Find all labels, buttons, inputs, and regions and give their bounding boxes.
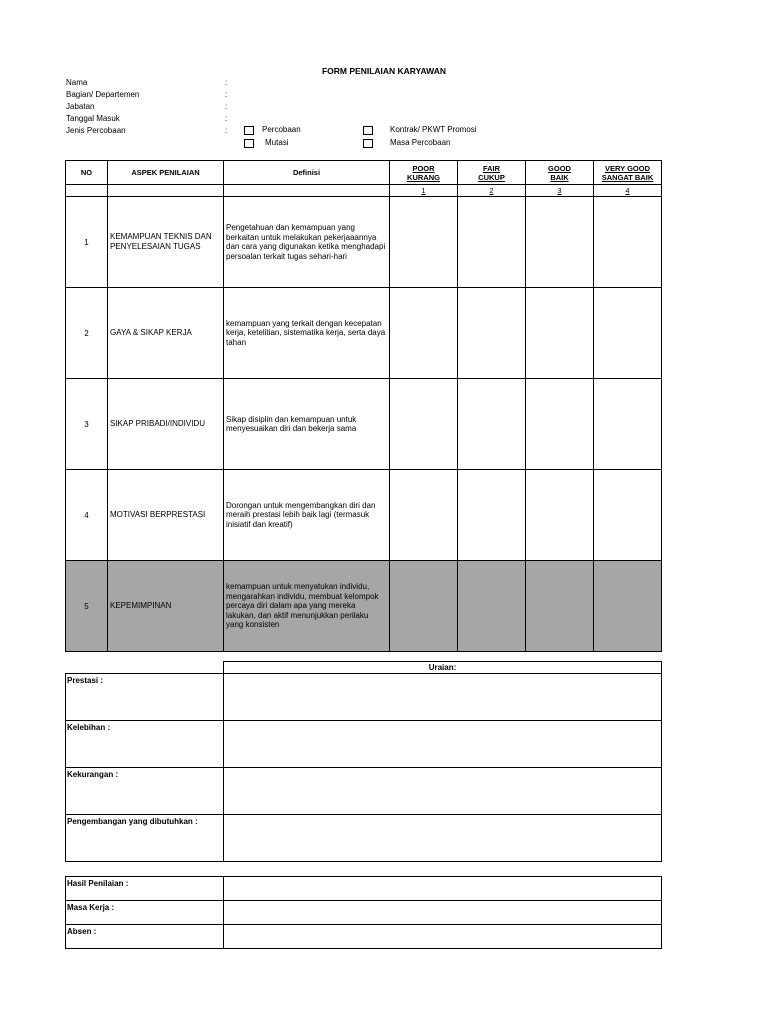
uraian-row bbox=[66, 768, 662, 815]
checkbox-label-mutasi: Mutasi bbox=[265, 138, 289, 147]
score-cell-3[interactable] bbox=[526, 379, 594, 470]
row-definisi: Dorongan untuk mengembangkan diri dan meraih prestasi lebih baik lagi (termasuk inisiatif dan kreatif) bbox=[224, 470, 390, 561]
scale-2 bbox=[458, 185, 526, 197]
table-row bbox=[66, 288, 662, 379]
score-cell-2[interactable] bbox=[458, 470, 526, 561]
uraian-row bbox=[66, 815, 662, 862]
uraian-row bbox=[66, 721, 662, 768]
header-no: NO bbox=[66, 161, 108, 185]
field-colon: : bbox=[225, 114, 228, 123]
header-fair-id: CUKUP bbox=[478, 172, 505, 182]
header-poor-en: POOR bbox=[412, 163, 435, 173]
score-cell-3[interactable] bbox=[526, 561, 594, 652]
field-label-bagian: Bagian/ Departemen bbox=[66, 90, 140, 99]
uraian-label-kelebihan: Kelebihan : bbox=[66, 721, 224, 768]
uraian-header: Uraian: bbox=[224, 662, 662, 674]
info-field-labels bbox=[66, 77, 139, 137]
uraian-header-row bbox=[66, 662, 662, 674]
row-definisi: kemampuan yang terkait dengan kecepatan kerja, ketelitian, sistematika kerja, serta daya tahan bbox=[224, 288, 390, 379]
header-definisi: Definisi bbox=[224, 161, 390, 185]
field-label-jabatan: Jabatan bbox=[66, 102, 95, 111]
field-colon: : bbox=[225, 78, 228, 87]
score-cell-2[interactable] bbox=[458, 379, 526, 470]
uraian-input-prestasi[interactable] bbox=[224, 674, 662, 721]
score-cell-3[interactable] bbox=[526, 288, 594, 379]
score-cell-4[interactable] bbox=[594, 379, 662, 470]
scale-value: 1 bbox=[421, 186, 426, 195]
uraian-label-kekurangan: Kekurangan : bbox=[66, 768, 224, 815]
field-label-tanggal-masuk: Tanggal Masuk bbox=[66, 114, 120, 123]
checkbox-label-percobaan: Percobaan bbox=[262, 125, 301, 134]
hasil-input-absen[interactable] bbox=[224, 925, 662, 949]
table-row bbox=[66, 561, 662, 652]
row-number: 4 bbox=[66, 470, 108, 561]
hasil-label-absen: Absen : bbox=[66, 925, 224, 949]
hasil-row bbox=[66, 901, 662, 925]
hasil-input-masa-kerja[interactable] bbox=[224, 901, 662, 925]
score-cell-4[interactable] bbox=[594, 561, 662, 652]
row-definisi: Sikap disiplin dan kemampuan untuk menyesuaikan diri dan bekerja sama bbox=[224, 379, 390, 470]
uraian-input-kelebihan[interactable] bbox=[224, 721, 662, 768]
score-cell-1[interactable] bbox=[390, 561, 458, 652]
field-label-nama: Nama bbox=[66, 78, 88, 87]
hasil-row bbox=[66, 925, 662, 949]
row-number: 3 bbox=[66, 379, 108, 470]
scale-1 bbox=[390, 185, 458, 197]
uraian-header-blank bbox=[66, 662, 224, 674]
assessment-table bbox=[65, 160, 662, 652]
header-very-good-id: SANGAT BAIK bbox=[601, 172, 654, 182]
table-header-row bbox=[66, 161, 662, 185]
field-colon: : bbox=[225, 126, 228, 135]
header-good bbox=[526, 161, 594, 185]
row-aspek: SIKAP PRIBADI/INDIVIDU bbox=[108, 379, 224, 470]
checkbox-label-masa-percobaan: Masa Percobaan bbox=[390, 138, 451, 147]
header-good-en: GOOD bbox=[548, 163, 571, 173]
checkbox-mutasi[interactable] bbox=[244, 139, 254, 148]
scale-3 bbox=[526, 185, 594, 197]
row-aspek: MOTIVASI BERPRESTASI bbox=[108, 470, 224, 561]
score-cell-1[interactable] bbox=[390, 470, 458, 561]
uraian-row bbox=[66, 674, 662, 721]
info-field-colons bbox=[225, 77, 227, 137]
uraian-label-pengembangan: Pengembangan yang dibutuhkan : bbox=[66, 815, 224, 862]
score-cell-1[interactable] bbox=[390, 379, 458, 470]
score-cell-3[interactable] bbox=[526, 197, 594, 288]
field-label-jenis-percobaan: Jenis Percobaan bbox=[66, 126, 126, 135]
scale-row bbox=[66, 185, 662, 197]
header-very-good-en: VERY GOOD bbox=[604, 163, 650, 173]
score-cell-2[interactable] bbox=[458, 288, 526, 379]
scale-blank bbox=[224, 185, 390, 197]
score-cell-3[interactable] bbox=[526, 470, 594, 561]
scale-value: 4 bbox=[625, 186, 630, 195]
hasil-input-penilaian[interactable] bbox=[224, 877, 662, 901]
form-title: FORM PENILAIAN KARYAWAN bbox=[321, 66, 447, 76]
scale-blank bbox=[108, 185, 224, 197]
score-cell-4[interactable] bbox=[594, 197, 662, 288]
row-aspek: KEPEMIMPINAN bbox=[108, 561, 224, 652]
scale-blank bbox=[66, 185, 108, 197]
table-row bbox=[66, 197, 662, 288]
field-colon: : bbox=[225, 102, 228, 111]
uraian-table bbox=[65, 661, 662, 862]
scale-4 bbox=[594, 185, 662, 197]
checkbox-masa-percobaan[interactable] bbox=[363, 139, 373, 148]
row-definisi: kemampuan untuk menyatukan individu, mengarahkan individu, membuat kelompok percaya diri dalam apa yang mereka lakukan, dan aktif menunjukkan perilaku yang konsisten bbox=[224, 561, 390, 652]
score-cell-4[interactable] bbox=[594, 470, 662, 561]
hasil-row bbox=[66, 877, 662, 901]
header-fair bbox=[458, 161, 526, 185]
uraian-input-pengembangan[interactable] bbox=[224, 815, 662, 862]
field-colon: : bbox=[225, 90, 228, 99]
score-cell-1[interactable] bbox=[390, 288, 458, 379]
scale-value: 2 bbox=[489, 186, 494, 195]
table-row bbox=[66, 470, 662, 561]
header-poor-id: KURANG bbox=[407, 172, 440, 182]
header-fair-en: FAIR bbox=[482, 163, 501, 173]
header-good-id: BAIK bbox=[550, 172, 569, 182]
header-very-good bbox=[594, 161, 662, 185]
row-number: 2 bbox=[66, 288, 108, 379]
scale-value: 3 bbox=[557, 186, 562, 195]
row-number: 5 bbox=[66, 561, 108, 652]
checkbox-label-kontrak: Kontrak/ PKWT Promosi bbox=[390, 125, 477, 134]
score-cell-2[interactable] bbox=[458, 561, 526, 652]
score-cell-4[interactable] bbox=[594, 288, 662, 379]
score-cell-2[interactable] bbox=[458, 197, 526, 288]
row-aspek: GAYA & SIKAP KERJA bbox=[108, 288, 224, 379]
checkbox-percobaan[interactable] bbox=[244, 126, 254, 135]
row-definisi: Pengetahuan dan kemampuan yang berkaitan untuk melakukan pekerjaaannya dan cara yang digunakan ketika menghadapi persoalan terkait tugas sehari-hari bbox=[224, 197, 390, 288]
uraian-input-kekurangan[interactable] bbox=[224, 768, 662, 815]
uraian-label-prestasi: Prestasi : bbox=[66, 674, 224, 721]
header-poor bbox=[390, 161, 458, 185]
hasil-table bbox=[65, 876, 662, 949]
score-cell-1[interactable] bbox=[390, 197, 458, 288]
hasil-label-penilaian: Hasil Penilaian : bbox=[66, 877, 224, 901]
hasil-label-masa-kerja: Masa Kerja : bbox=[66, 901, 224, 925]
row-aspek: KEMAMPUAN TEKNIS DAN PENYELESAIAN TUGAS bbox=[108, 197, 224, 288]
row-number: 1 bbox=[66, 197, 108, 288]
header-aspek: ASPEK PENILAIAN bbox=[108, 161, 224, 185]
table-row bbox=[66, 379, 662, 470]
checkbox-kontrak[interactable] bbox=[363, 126, 373, 135]
